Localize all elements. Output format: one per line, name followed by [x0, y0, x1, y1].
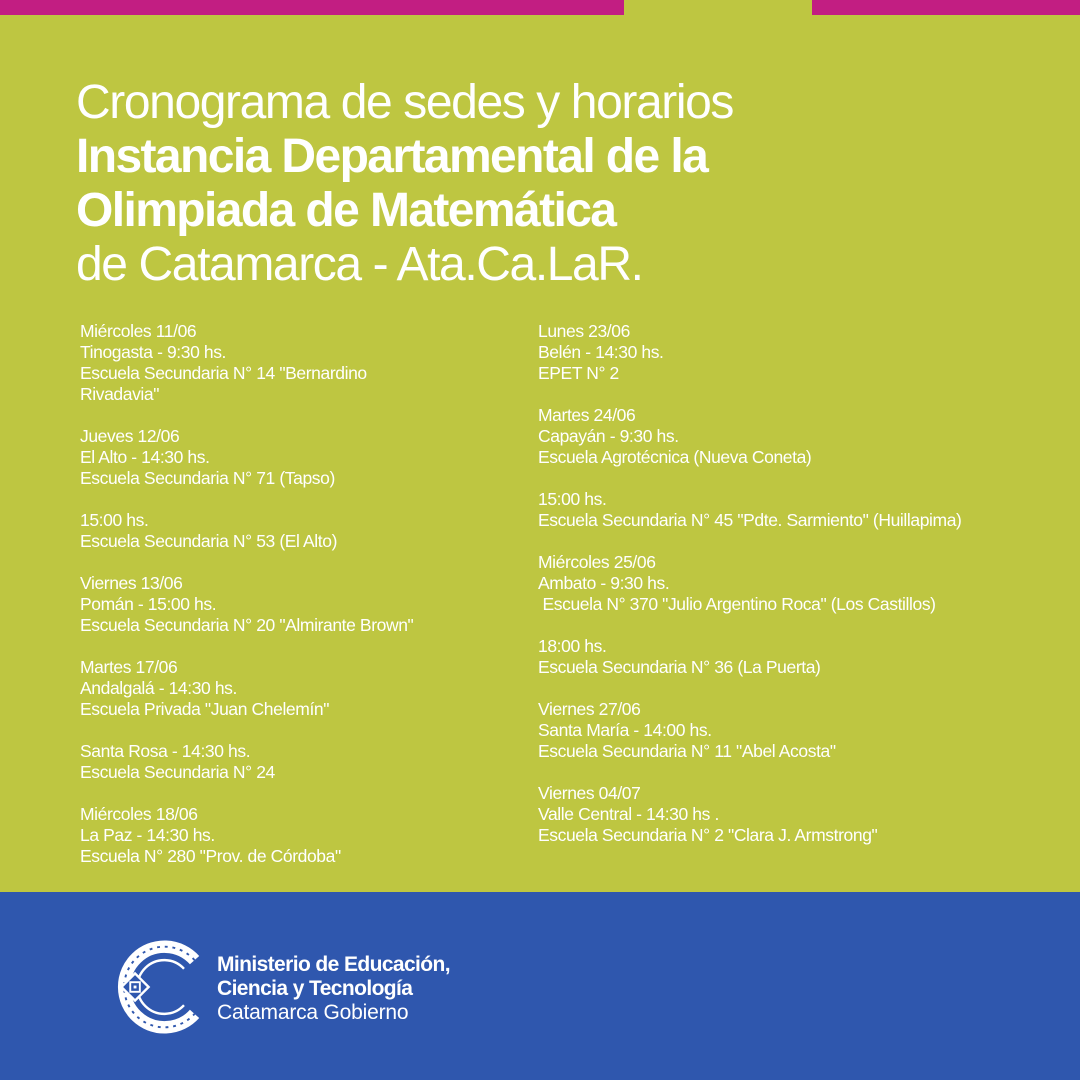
schedule-entry-line: La Paz - 14:30 hs. [80, 825, 215, 845]
top-accent-bar-left [0, 0, 624, 15]
schedule-entry-heading: Viernes 04/07 [538, 783, 641, 803]
schedule-entry-line: Valle Central - 14:30 hs . [538, 804, 719, 824]
schedule-entry [538, 783, 1068, 846]
schedule-entry-line: Ambato - 9:30 hs. [538, 573, 670, 593]
schedule-entry-line: Escuela Secundaria N° 20 "Almirante Brown" [80, 615, 414, 635]
schedule-entry-line: El Alto - 14:30 hs. [80, 447, 210, 467]
schedule-entry [80, 510, 510, 552]
schedule-entry-line: Escuela N° 280 "Prov. de Córdoba" [80, 846, 341, 866]
schedule-entry-line: Rivadavia" [80, 384, 160, 404]
schedule-entry [80, 426, 510, 489]
schedule-entry-line: Escuela Secundaria N° 11 "Abel Acosta" [538, 741, 836, 761]
schedule-entry-heading: Jueves 12/06 [80, 426, 180, 446]
schedule-entry-heading: 18:00 hs. [538, 636, 607, 656]
schedule-entry-line: Escuela Secundaria N° 24 [80, 762, 275, 782]
schedule-entry-heading: Martes 24/06 [538, 405, 636, 425]
schedule-entry-heading: Viernes 27/06 [538, 699, 641, 719]
schedule-entry-line: Pomán - 15:00 hs. [80, 594, 217, 614]
schedule-entry-heading: 15:00 hs. [80, 510, 149, 530]
schedule-entry [538, 699, 1068, 762]
schedule-entry-line: Santa María - 14:00 hs. [538, 720, 712, 740]
government-name: Catamarca Gobierno [217, 1001, 409, 1024]
schedule-entry-heading: Miércoles 25/06 [538, 552, 656, 572]
ministry-name-line-1: Ministerio de Educación, [217, 953, 450, 976]
schedule-entry-line: Belén - 14:30 hs. [538, 342, 664, 362]
ministry-name [217, 953, 450, 1025]
schedule-entry-line: Escuela Secundaria N° 36 (La Puerta) [538, 657, 821, 677]
schedule-entry-line: Escuela Secundaria N° 53 (El Alto) [80, 531, 338, 551]
page-title [76, 76, 1036, 292]
schedule-entry-heading: Miércoles 18/06 [80, 804, 198, 824]
schedule-entry [80, 741, 510, 783]
schedule-entry-line: Capayán - 9:30 hs. [538, 426, 679, 446]
schedule-column-left [80, 321, 510, 888]
schedule-entry-line: Escuela Agrotécnica (Nueva Coneta) [538, 447, 812, 467]
schedule-entry-line: Andalgalá - 14:30 hs. [80, 678, 237, 698]
schedule-entry-line: Escuela N° 370 "Julio Argentino Roca" (Los Castillos) [538, 594, 936, 614]
ministry-name-line-2: Ciencia y Tecnología [217, 977, 413, 1000]
schedule-entry [80, 657, 510, 720]
schedule-entry-line: Escuela Secundaria N° 71 (Tapso) [80, 468, 335, 488]
title-line-4: de Catamarca - Ata.Ca.LaR. [76, 238, 643, 291]
schedule-entry [538, 321, 1068, 384]
schedule-entry-heading: Viernes 13/06 [80, 573, 183, 593]
title-line-2: Instancia Departamental de la [76, 130, 708, 183]
top-accent-bar-right [812, 0, 1080, 15]
schedule-entry [538, 552, 1068, 615]
schedule-entry-line: Escuela Secundaria N° 45 "Pdte. Sarmiento" (Huillapima) [538, 510, 962, 530]
schedule-entry-line: Tinogasta - 9:30 hs. [80, 342, 227, 362]
title-line-1: Cronograma de sedes y horarios [76, 76, 734, 129]
schedule-entry-line: Escuela Privada "Juan Chelemín" [80, 699, 330, 719]
schedule-entry-heading: Miércoles 11/06 [80, 321, 197, 341]
schedule-entry [538, 405, 1068, 468]
schedule-entry-line: Escuela Secundaria N° 2 "Clara J. Armstrong" [538, 825, 878, 845]
schedule-entry [80, 804, 510, 867]
schedule-entry-heading: Santa Rosa - 14:30 hs. [80, 741, 251, 761]
schedule-entry-line: EPET N° 2 [538, 363, 619, 383]
schedule-entry [80, 573, 510, 636]
schedule-entry-line: Escuela Secundaria N° 14 "Bernardino [80, 363, 367, 383]
schedule-entry-heading: Lunes 23/06 [538, 321, 630, 341]
ministry-c-logo-icon [112, 939, 208, 1035]
schedule-entry [538, 489, 1068, 531]
schedule-entry [538, 636, 1068, 678]
title-line-3: Olimpiada de Matemática [76, 184, 616, 237]
schedule-entry [80, 321, 510, 405]
schedule-column-right [538, 321, 1068, 867]
schedule-entry-heading: Martes 17/06 [80, 657, 178, 677]
schedule-entry-heading: 15:00 hs. [538, 489, 607, 509]
